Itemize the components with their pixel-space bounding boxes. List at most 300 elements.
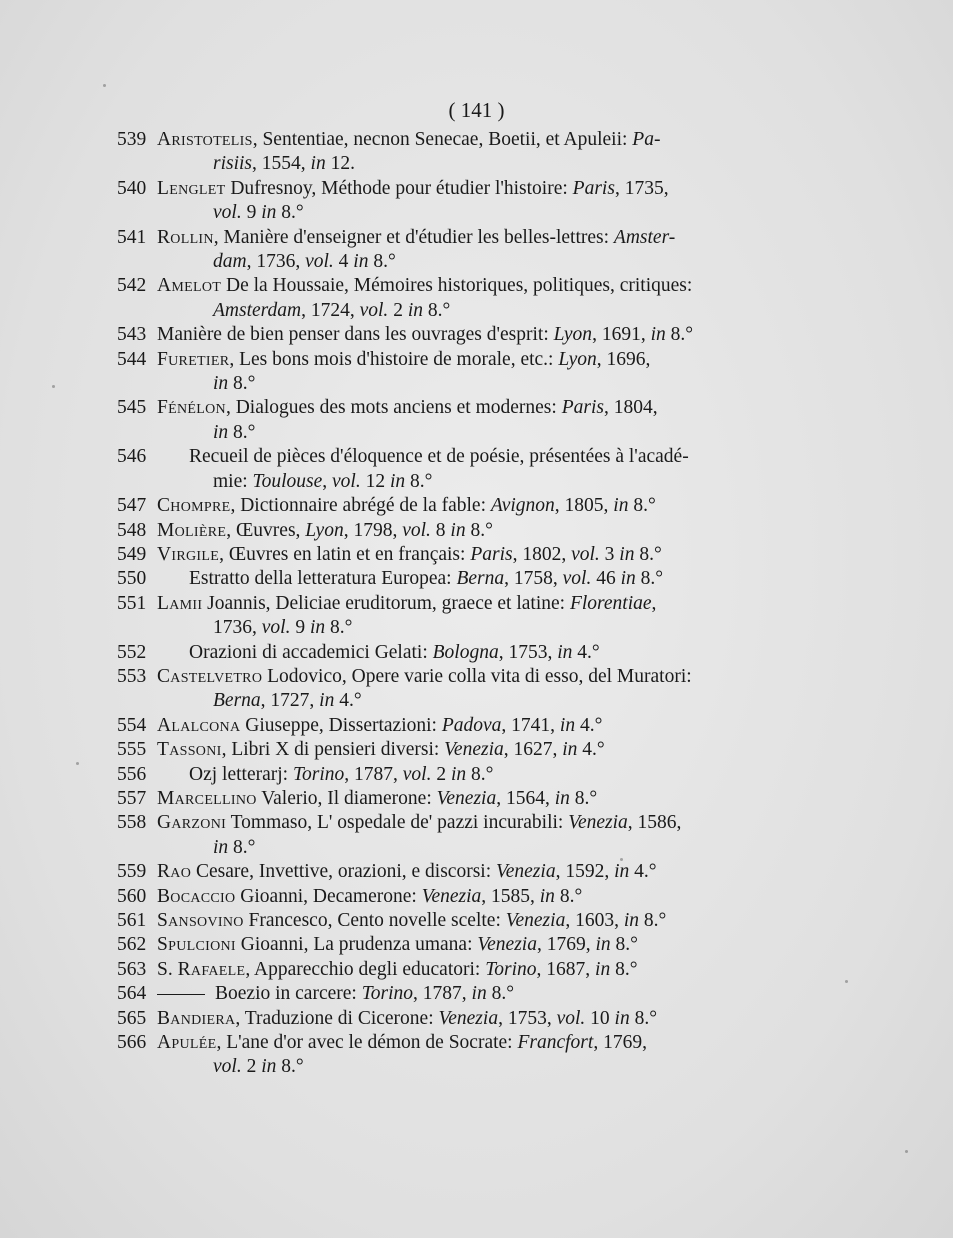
- catalog-entry: [117, 811, 797, 860]
- italic-text: in: [595, 958, 611, 980]
- catalog-entry: [117, 933, 797, 957]
- entry-line: [157, 543, 797, 567]
- entry-line: [157, 665, 797, 689]
- text-segment: 4.°: [572, 641, 600, 663]
- entry-number: 542: [117, 275, 147, 297]
- entry-number: 549: [117, 543, 147, 565]
- text-segment: , 1696,: [596, 348, 651, 370]
- text-segment: , Œuvres en latin et en français:: [219, 543, 471, 565]
- entry-number: 543: [117, 324, 147, 346]
- entry-number: 563: [117, 958, 147, 980]
- entry-number: 548: [117, 519, 147, 541]
- italic-text: Lyon: [305, 519, 344, 541]
- text-segment: 8.°: [405, 470, 433, 492]
- text-segment: , 1758,: [504, 568, 563, 590]
- entry-text: [157, 396, 797, 445]
- author-name: Lenglet: [157, 177, 226, 199]
- italic-text: vol.: [562, 568, 592, 590]
- entry-number: 558: [117, 812, 147, 834]
- text-segment: 8.°: [610, 958, 638, 980]
- catalog-entry: [117, 958, 797, 982]
- entry-number: 551: [117, 592, 147, 614]
- catalog-entry: [117, 1007, 797, 1031]
- entry-number: 559: [117, 861, 147, 883]
- author-name: Aristotelis: [157, 129, 253, 150]
- italic-text: Torino: [292, 763, 345, 785]
- entry-line: [157, 519, 797, 543]
- text-segment: Francesco, Cento novelle scelte:: [243, 910, 506, 931]
- italic-text: Amster-: [613, 226, 676, 248]
- entry-line: [157, 714, 797, 738]
- entry-line: [157, 348, 797, 372]
- text-segment: Recueil de pièces d'éloquence et de poésie, présentées à l'acadé-: [189, 446, 689, 468]
- italic-text: vol.: [305, 251, 334, 273]
- entry-text: [157, 348, 797, 397]
- entry-text: [157, 811, 797, 860]
- italic-text: in: [613, 495, 629, 517]
- italic-text: Torino: [361, 983, 414, 1005]
- text-segment: 4.°: [575, 714, 603, 736]
- paper-speck: [905, 1150, 908, 1153]
- author-name: Castelvetro: [157, 665, 263, 687]
- italic-text: in: [261, 202, 277, 224]
- italic-text: vol.: [556, 1007, 586, 1029]
- italic-text: in: [614, 1007, 630, 1029]
- text-segment: 8: [430, 519, 451, 541]
- entry-continuation-line: [157, 152, 797, 176]
- text-segment: , 1787,: [413, 983, 472, 1005]
- entry-number: 539: [117, 129, 147, 150]
- entry-line: [157, 787, 797, 811]
- catalog-entry: [117, 763, 797, 787]
- entry-text: [157, 665, 797, 714]
- entry-text: [157, 763, 797, 787]
- author-name: Garzoni: [157, 812, 227, 834]
- entry-line: [157, 1031, 797, 1055]
- text-segment: Manière de bien penser dans les ouvrages d'esprit:: [157, 324, 554, 346]
- text-segment: , 1554,: [252, 153, 311, 175]
- paper-speck: [103, 84, 106, 87]
- catalog-entry: [117, 445, 797, 494]
- italic-text: Venezia: [444, 739, 504, 761]
- text-segment: Dufresnoy, Méthode pour étudier l'histoire:: [225, 177, 573, 199]
- text-segment: Estratto della letteratura Europea:: [189, 568, 457, 590]
- author-name: Molière: [157, 519, 227, 541]
- catalog-entry: [117, 323, 797, 347]
- text-segment: , L'ane d'or avec le démon de Socrate:: [216, 1032, 518, 1054]
- text-segment: mie:: [213, 470, 253, 492]
- entry-line: [157, 567, 797, 591]
- italic-text: Padova: [441, 714, 502, 736]
- catalog-entry: [117, 982, 797, 1006]
- text-segment: , 1691,: [592, 324, 651, 346]
- catalog-entry: [117, 519, 797, 543]
- italic-text: Venezia: [436, 787, 497, 809]
- italic-text: Venezia: [477, 934, 537, 956]
- italic-text: vol.: [571, 543, 600, 565]
- catalog-entry: [117, 567, 797, 591]
- italic-text: vol.: [213, 202, 242, 224]
- text-segment: Joannis, Deliciae eruditorum, graece et latine:: [202, 592, 570, 614]
- entry-line: [157, 860, 797, 884]
- text-segment: 46: [591, 568, 621, 590]
- italic-text: vol.: [402, 519, 431, 541]
- italic-text: in: [310, 153, 326, 175]
- entry-number: 541: [117, 226, 147, 248]
- text-segment: , Manière d'enseigner et d'étudier les belles-lettres:: [213, 226, 614, 248]
- entry-continuation-line: [157, 299, 797, 323]
- catalog-entry: [117, 1031, 797, 1080]
- entry-text: [157, 323, 797, 347]
- text-segment: 8.°: [276, 202, 304, 224]
- ditto-dash: [157, 994, 205, 995]
- entry-number: 540: [117, 177, 147, 199]
- italic-text: in: [559, 714, 576, 736]
- entry-number: 557: [117, 787, 147, 809]
- italic-text: Lyon: [553, 324, 593, 346]
- entry-text: [157, 519, 797, 543]
- italic-text: Venezia: [496, 861, 556, 883]
- text-segment: 4.°: [629, 861, 657, 883]
- page-number: ( 141 ): [448, 98, 505, 122]
- text-segment: 8.°: [486, 983, 515, 1005]
- entry-text: [157, 494, 797, 518]
- italic-text: vol.: [261, 617, 291, 639]
- text-segment: , Sententiae, necnon Senecae, Boetii, et Apuleii:: [252, 129, 633, 150]
- entry-line: [157, 396, 797, 420]
- entry-continuation-line: [157, 689, 797, 713]
- author-name: Alalcona: [157, 714, 241, 736]
- text-segment: 3: [599, 543, 620, 565]
- entry-text: [157, 445, 797, 494]
- entry-number: 560: [117, 885, 147, 907]
- text-segment: , 1741,: [501, 714, 560, 736]
- paper-speck: [76, 762, 79, 765]
- entry-text: [157, 738, 797, 762]
- entry-number: 550: [117, 568, 147, 590]
- italic-text: Berna: [213, 690, 261, 712]
- text-segment: , Traduzione di Cicerone:: [235, 1007, 439, 1029]
- italic-text: Amsterdam: [213, 299, 302, 321]
- entry-continuation-line: [157, 1055, 797, 1079]
- italic-text: in: [539, 885, 555, 907]
- text-segment: Giuseppe, Dissertazioni:: [240, 714, 442, 736]
- entry-continuation-line: [157, 836, 797, 860]
- text-segment: , 1805,: [554, 495, 614, 517]
- entry-number: 566: [117, 1032, 147, 1054]
- text-segment: 4.°: [577, 739, 605, 761]
- italic-text: Paris: [561, 397, 604, 419]
- text-segment: 8.°: [665, 324, 694, 346]
- text-segment: 8.°: [569, 787, 598, 809]
- entry-number: 553: [117, 665, 147, 687]
- catalog-entry: [117, 543, 797, 567]
- italic-text: vol.: [332, 470, 361, 492]
- text-segment: Boezio in carcere:: [215, 983, 362, 1005]
- entry-line: [157, 323, 797, 347]
- author-name: Rollin: [157, 226, 214, 248]
- italic-text: in: [620, 568, 636, 590]
- italic-text: Francfort: [517, 1032, 594, 1054]
- italic-text: in: [213, 836, 229, 858]
- italic-text: Venezia: [568, 812, 628, 834]
- italic-text: vol.: [402, 763, 432, 785]
- italic-text: in: [595, 934, 611, 956]
- entry-continuation-line: [157, 372, 797, 396]
- text-segment: Orazioni di accademici Gelati:: [189, 641, 433, 663]
- entry-text: [157, 860, 797, 884]
- author-name: Fénélon: [157, 397, 226, 419]
- catalog-entry: [117, 494, 797, 518]
- author-name: Lamii: [157, 592, 203, 614]
- paper-speck: [845, 980, 848, 983]
- text-segment: 8.°: [639, 910, 667, 931]
- text-segment: , 1802,: [512, 543, 572, 565]
- italic-text: in: [650, 324, 666, 346]
- text-segment: Ozj letterarj:: [189, 763, 293, 785]
- text-segment: , 1627,: [503, 739, 563, 761]
- author-name: Sansovino: [157, 910, 244, 931]
- entry-line: [157, 445, 797, 469]
- author-name: Spulcioni: [157, 934, 236, 956]
- entry-text: [157, 909, 797, 933]
- italic-text: Venezia: [505, 910, 566, 931]
- entry-text: [157, 787, 797, 811]
- text-segment: 8.°: [635, 568, 664, 590]
- entry-line: [157, 811, 797, 835]
- entry-number: 555: [117, 739, 147, 761]
- text-segment: , 1769,: [593, 1032, 647, 1054]
- entry-continuation-line: [157, 250, 797, 274]
- italic-text: risiis: [213, 153, 253, 175]
- italic-text: in: [407, 299, 423, 321]
- text-segment: , 1603,: [565, 910, 624, 931]
- catalog-entry: [117, 274, 797, 323]
- italic-text: in: [353, 251, 369, 273]
- text-segment: De la Houssaie, Mémoires historiques, politiques, critiques:: [221, 275, 693, 297]
- italic-text: in: [319, 690, 335, 712]
- entry-text: [157, 885, 797, 909]
- italic-text: in: [471, 983, 487, 1005]
- entry-continuation-line: [157, 201, 797, 225]
- text-segment: 12: [360, 470, 390, 492]
- catalog-entry: [117, 641, 797, 665]
- text-segment: , 1687,: [536, 958, 596, 980]
- italic-text: Paris: [572, 177, 615, 199]
- text-segment: 4.°: [334, 690, 362, 712]
- italic-text: Florentiae: [569, 592, 652, 614]
- author-name: Furetier: [157, 348, 230, 370]
- text-segment: , 1564,: [496, 787, 555, 809]
- text-segment: Valerio, Il diamerone:: [256, 787, 437, 809]
- entry-text: [157, 177, 797, 226]
- author-name: Rao: [157, 861, 192, 883]
- text-segment: 8.°: [554, 885, 583, 907]
- entry-text: [157, 1007, 797, 1031]
- italic-text: vol.: [359, 299, 389, 321]
- author-name: Virgile: [157, 543, 220, 565]
- text-segment: ,: [322, 470, 333, 492]
- text-segment: 8.°: [629, 1007, 658, 1029]
- catalog-entry: [117, 860, 797, 884]
- italic-text: Berna: [456, 568, 505, 590]
- text-segment: 8.°: [325, 617, 353, 639]
- entry-text: [157, 982, 797, 1006]
- text-segment: 2: [241, 1056, 262, 1078]
- italic-text: in: [389, 470, 406, 492]
- entry-line: [157, 177, 797, 201]
- text-segment: Cesare, Invettive, orazioni, e discorsi:: [191, 861, 496, 883]
- entry-line: [157, 226, 797, 250]
- entry-text: [157, 543, 797, 567]
- entry-line: [157, 763, 797, 787]
- catalog-entry: [117, 177, 797, 226]
- italic-text: Bologna: [432, 641, 499, 663]
- entry-number: 552: [117, 641, 147, 663]
- entry-line: [157, 1007, 797, 1031]
- text-segment: 8.°: [466, 763, 494, 785]
- entry-continuation-line: [157, 421, 797, 445]
- entry-text: [157, 714, 797, 738]
- italic-text: vol.: [213, 1056, 242, 1078]
- entry-line: [157, 592, 797, 616]
- text-segment: Tommaso, L' ospedale de' pazzi incurabili:: [226, 812, 569, 834]
- entry-continuation-line: [157, 616, 797, 640]
- author-name: Amelot: [157, 275, 222, 297]
- author-name: Marcellino: [157, 787, 257, 809]
- italic-text: Paris: [470, 543, 513, 565]
- italic-text: in: [554, 787, 570, 809]
- italic-text: in: [562, 739, 578, 761]
- text-segment: ,: [651, 592, 657, 614]
- catalog-entry: [117, 885, 797, 909]
- catalog-entry: [117, 665, 797, 714]
- italic-text: Lyon: [558, 348, 597, 370]
- italic-text: in: [213, 421, 229, 443]
- italic-text: in: [309, 617, 326, 639]
- catalog-entries: [117, 128, 797, 1080]
- text-segment: 12.: [325, 153, 355, 175]
- text-segment: , 1798,: [343, 519, 403, 541]
- author-name: Tassoni: [157, 739, 222, 761]
- text-segment: , 1753,: [498, 1007, 557, 1029]
- italic-text: in: [557, 641, 573, 663]
- catalog-entry: [117, 128, 797, 177]
- text-segment: 8.°: [368, 251, 396, 273]
- text-segment: 8.°: [228, 421, 256, 443]
- catalog-entry: [117, 787, 797, 811]
- text-segment: , 1724,: [301, 299, 360, 321]
- entry-text: [157, 274, 797, 323]
- text-segment: , 1769,: [536, 934, 596, 956]
- italic-text: in: [450, 519, 466, 541]
- text-segment: S.: [157, 958, 178, 980]
- entry-number: 544: [117, 348, 147, 370]
- text-segment: 2: [431, 763, 451, 785]
- text-segment: , Œuvres,: [226, 519, 306, 541]
- text-segment: , 1787,: [344, 763, 403, 785]
- paper-speck: [620, 858, 623, 861]
- entry-text: [157, 567, 797, 591]
- italic-text: Avignon: [490, 495, 555, 517]
- entry-line: [157, 128, 797, 152]
- paper-speck: [52, 385, 55, 388]
- italic-text: in: [450, 763, 467, 785]
- entry-number: 547: [117, 495, 147, 517]
- text-segment: 8.°: [465, 519, 493, 541]
- entry-line: [157, 933, 797, 957]
- text-segment: Lodovico, Opere varie colla vita di esso, del Muratori:: [262, 665, 692, 687]
- entry-text: [157, 128, 797, 177]
- catalog-entry: [117, 738, 797, 762]
- italic-text: Pa-: [632, 129, 661, 150]
- entry-text: [157, 641, 797, 665]
- italic-text: Venezia: [421, 885, 482, 907]
- text-segment: Gioanni, La prudenza umana:: [235, 934, 478, 956]
- italic-text: Venezia: [438, 1007, 499, 1029]
- text-segment: 9: [290, 617, 310, 639]
- text-segment: , Dictionnaire abrégé de la fable:: [230, 495, 491, 517]
- text-segment: 8.°: [276, 1056, 304, 1078]
- entry-text: [157, 933, 797, 957]
- entry-line: [157, 494, 797, 518]
- text-segment: , 1735,: [614, 177, 669, 199]
- entry-line: [157, 738, 797, 762]
- text-segment: , 1592,: [555, 861, 615, 883]
- catalog-entry: [117, 714, 797, 738]
- text-segment: 9: [241, 202, 262, 224]
- italic-text: Torino: [485, 958, 537, 980]
- author-name: Chompre: [157, 495, 231, 517]
- text-segment: , 1727,: [260, 690, 320, 712]
- author-name: Rafaele: [177, 958, 246, 980]
- text-segment: , 1804,: [603, 397, 658, 419]
- text-segment: , Dialogues des mots anciens et modernes:: [225, 397, 562, 419]
- italic-text: in: [261, 1056, 277, 1078]
- italic-text: in: [619, 543, 635, 565]
- text-segment: 8.°: [422, 299, 451, 321]
- italic-text: Toulouse: [252, 470, 323, 492]
- entry-text: [157, 592, 797, 641]
- entry-number: 561: [117, 910, 147, 931]
- entry-number: 564: [117, 983, 147, 1005]
- text-segment: , 1586,: [627, 812, 682, 834]
- author-name: Apulée: [157, 1032, 217, 1054]
- text-segment: 2: [388, 299, 408, 321]
- catalog-entry: [117, 226, 797, 275]
- italic-text: dam: [213, 251, 247, 273]
- entry-continuation-line: [157, 470, 797, 494]
- text-segment: 10: [585, 1007, 615, 1029]
- entry-number: 545: [117, 397, 147, 419]
- text-segment: 8.°: [634, 543, 662, 565]
- catalog-entry: [117, 909, 797, 933]
- catalog-entry: [117, 348, 797, 397]
- entry-line: [157, 958, 797, 982]
- text-segment: 8.°: [228, 836, 256, 858]
- catalog-entry: [117, 592, 797, 641]
- text-segment: , Apparecchio degli educatori:: [245, 958, 486, 980]
- entry-line: [157, 641, 797, 665]
- italic-text: in: [213, 373, 229, 395]
- text-segment: 8.°: [628, 495, 656, 517]
- entry-number: 565: [117, 1007, 147, 1029]
- text-segment: , 1753,: [498, 641, 558, 663]
- entry-line: [157, 982, 797, 1006]
- text-segment: , 1736,: [246, 251, 306, 273]
- text-segment: 8.°: [228, 373, 256, 395]
- author-name: Bandiera: [157, 1007, 236, 1029]
